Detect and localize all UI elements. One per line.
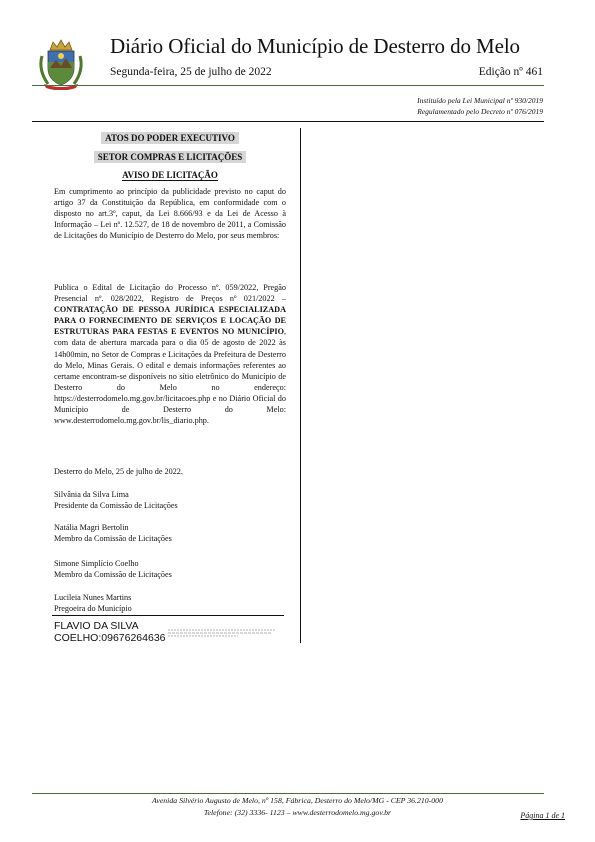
signer-name: Silvânia da Silva Lima [54, 490, 129, 499]
institution-decree: Regulamentado pelo Decreto nº 076/2019 [417, 107, 543, 116]
section-heading-department [54, 152, 286, 162]
digital-signature-line1: FLAVIO DA SILVA [54, 620, 139, 632]
signer-role: Pregoeira do Município [54, 604, 132, 613]
intro-paragraph: Em cumprimento ao princípio da publicidade previsto no caput do artigo 37 da Constituição da República, em conformidade com o disposto no art.3º, caput, da Lei 8.666/93 e da Lei de Acesso à Informação – Lei nº. 12.527, de 18 de novembro de 2011, a Comissão de Licitações do Município de Desterro do Melo, por seus membros: [54, 187, 286, 241]
digital-signature-stamp [54, 620, 166, 644]
edition-number: Edição nº 461 [478, 66, 543, 78]
page-number: Página 1 de 1 [520, 811, 565, 820]
signer-role: Presidente da Comissão de Licitações [54, 501, 178, 510]
notice-title [54, 170, 286, 180]
column-divider [300, 128, 301, 643]
signer-name: Simone Simplício Coelho [54, 559, 139, 568]
footer-divider [32, 793, 544, 794]
signer-name: Natália Magri Bertolin [54, 523, 129, 532]
section-heading-executive [54, 133, 286, 143]
signature-block [54, 522, 286, 544]
signer-role: Membro da Comissão de Licitações [54, 534, 172, 543]
signature-block [54, 489, 286, 511]
signer-name: Lucileia Nunes Martins [54, 593, 132, 602]
place-and-date: Desterro do Melo, 25 de julho de 2022. [54, 467, 183, 476]
notice-pre-text: Publica o Edital de Licitação do Processo nº. 059/2022, Pregão Presencial nº. 028/2022, Registro de Preços nº 021/2022 – [54, 283, 286, 304]
signature-divider [52, 615, 284, 616]
digital-signature-fineprint [168, 628, 280, 638]
signature-block [54, 558, 286, 580]
section-heading-executive-text: ATOS DO PODER EXECUTIVO [101, 132, 239, 144]
header-divider [32, 85, 544, 86]
institution-law: Instituído pela Lei Municipal nº 930/2019 [417, 96, 543, 105]
publication-date: Segunda-feira, 25 de julho de 2022 [110, 66, 272, 78]
footer-address: Avenida Silvério Augusto de Melo, nº 158, Fábrica, Desterro do Melo/MG - CEP 36.210-000 [152, 796, 443, 805]
columns-top-rule [32, 121, 544, 122]
notice-post-text: , com data de abertura marcada para o dia 05 de agosto de 2022 às 14h00min, no Setor de Compras e Licitações da Prefeitura de Desterro do Melo, Minas Gerais. O edital e demais informações referentes ao certame encontram-se disponíveis no sítio eletrônico do Município de Desterro do Melo no endereço: https://desterrodomelo.mg.gov.br/licitacoes.php e no Diário Oficial do Município de Desterro do Melo: www.desterrodomelo.mg.gov.br/lis_diario.php. [54, 327, 286, 426]
notice-title-text: AVISO DE LICITAÇÃO [122, 170, 218, 180]
digital-signature-line2: COELHO:09676264636 [54, 632, 166, 644]
coat-of-arms-icon [36, 38, 86, 90]
newspaper-title: Diário Oficial do Município de Desterro do Melo [110, 34, 520, 58]
footer-contact: Telefone: (32) 3336- 1123 – www.desterrodomelo.mg.gov.br [203, 808, 392, 817]
notice-paragraph [54, 282, 286, 426]
signer-role: Membro da Comissão de Licitações [54, 570, 172, 579]
signature-block [54, 592, 286, 614]
section-heading-department-text: SETOR COMPRAS E LICITAÇÕES [94, 151, 246, 163]
notice-object-text: CONTRATAÇÃO DE PESSOA JURÍDICA ESPECIALIZADA PARA O FORNECIMENTO DE SERVIÇOS E LOCAÇÃO DE ESTRUTURAS PARA FESTAS E EVENTOS NO MUNICÍPIO [54, 305, 286, 337]
